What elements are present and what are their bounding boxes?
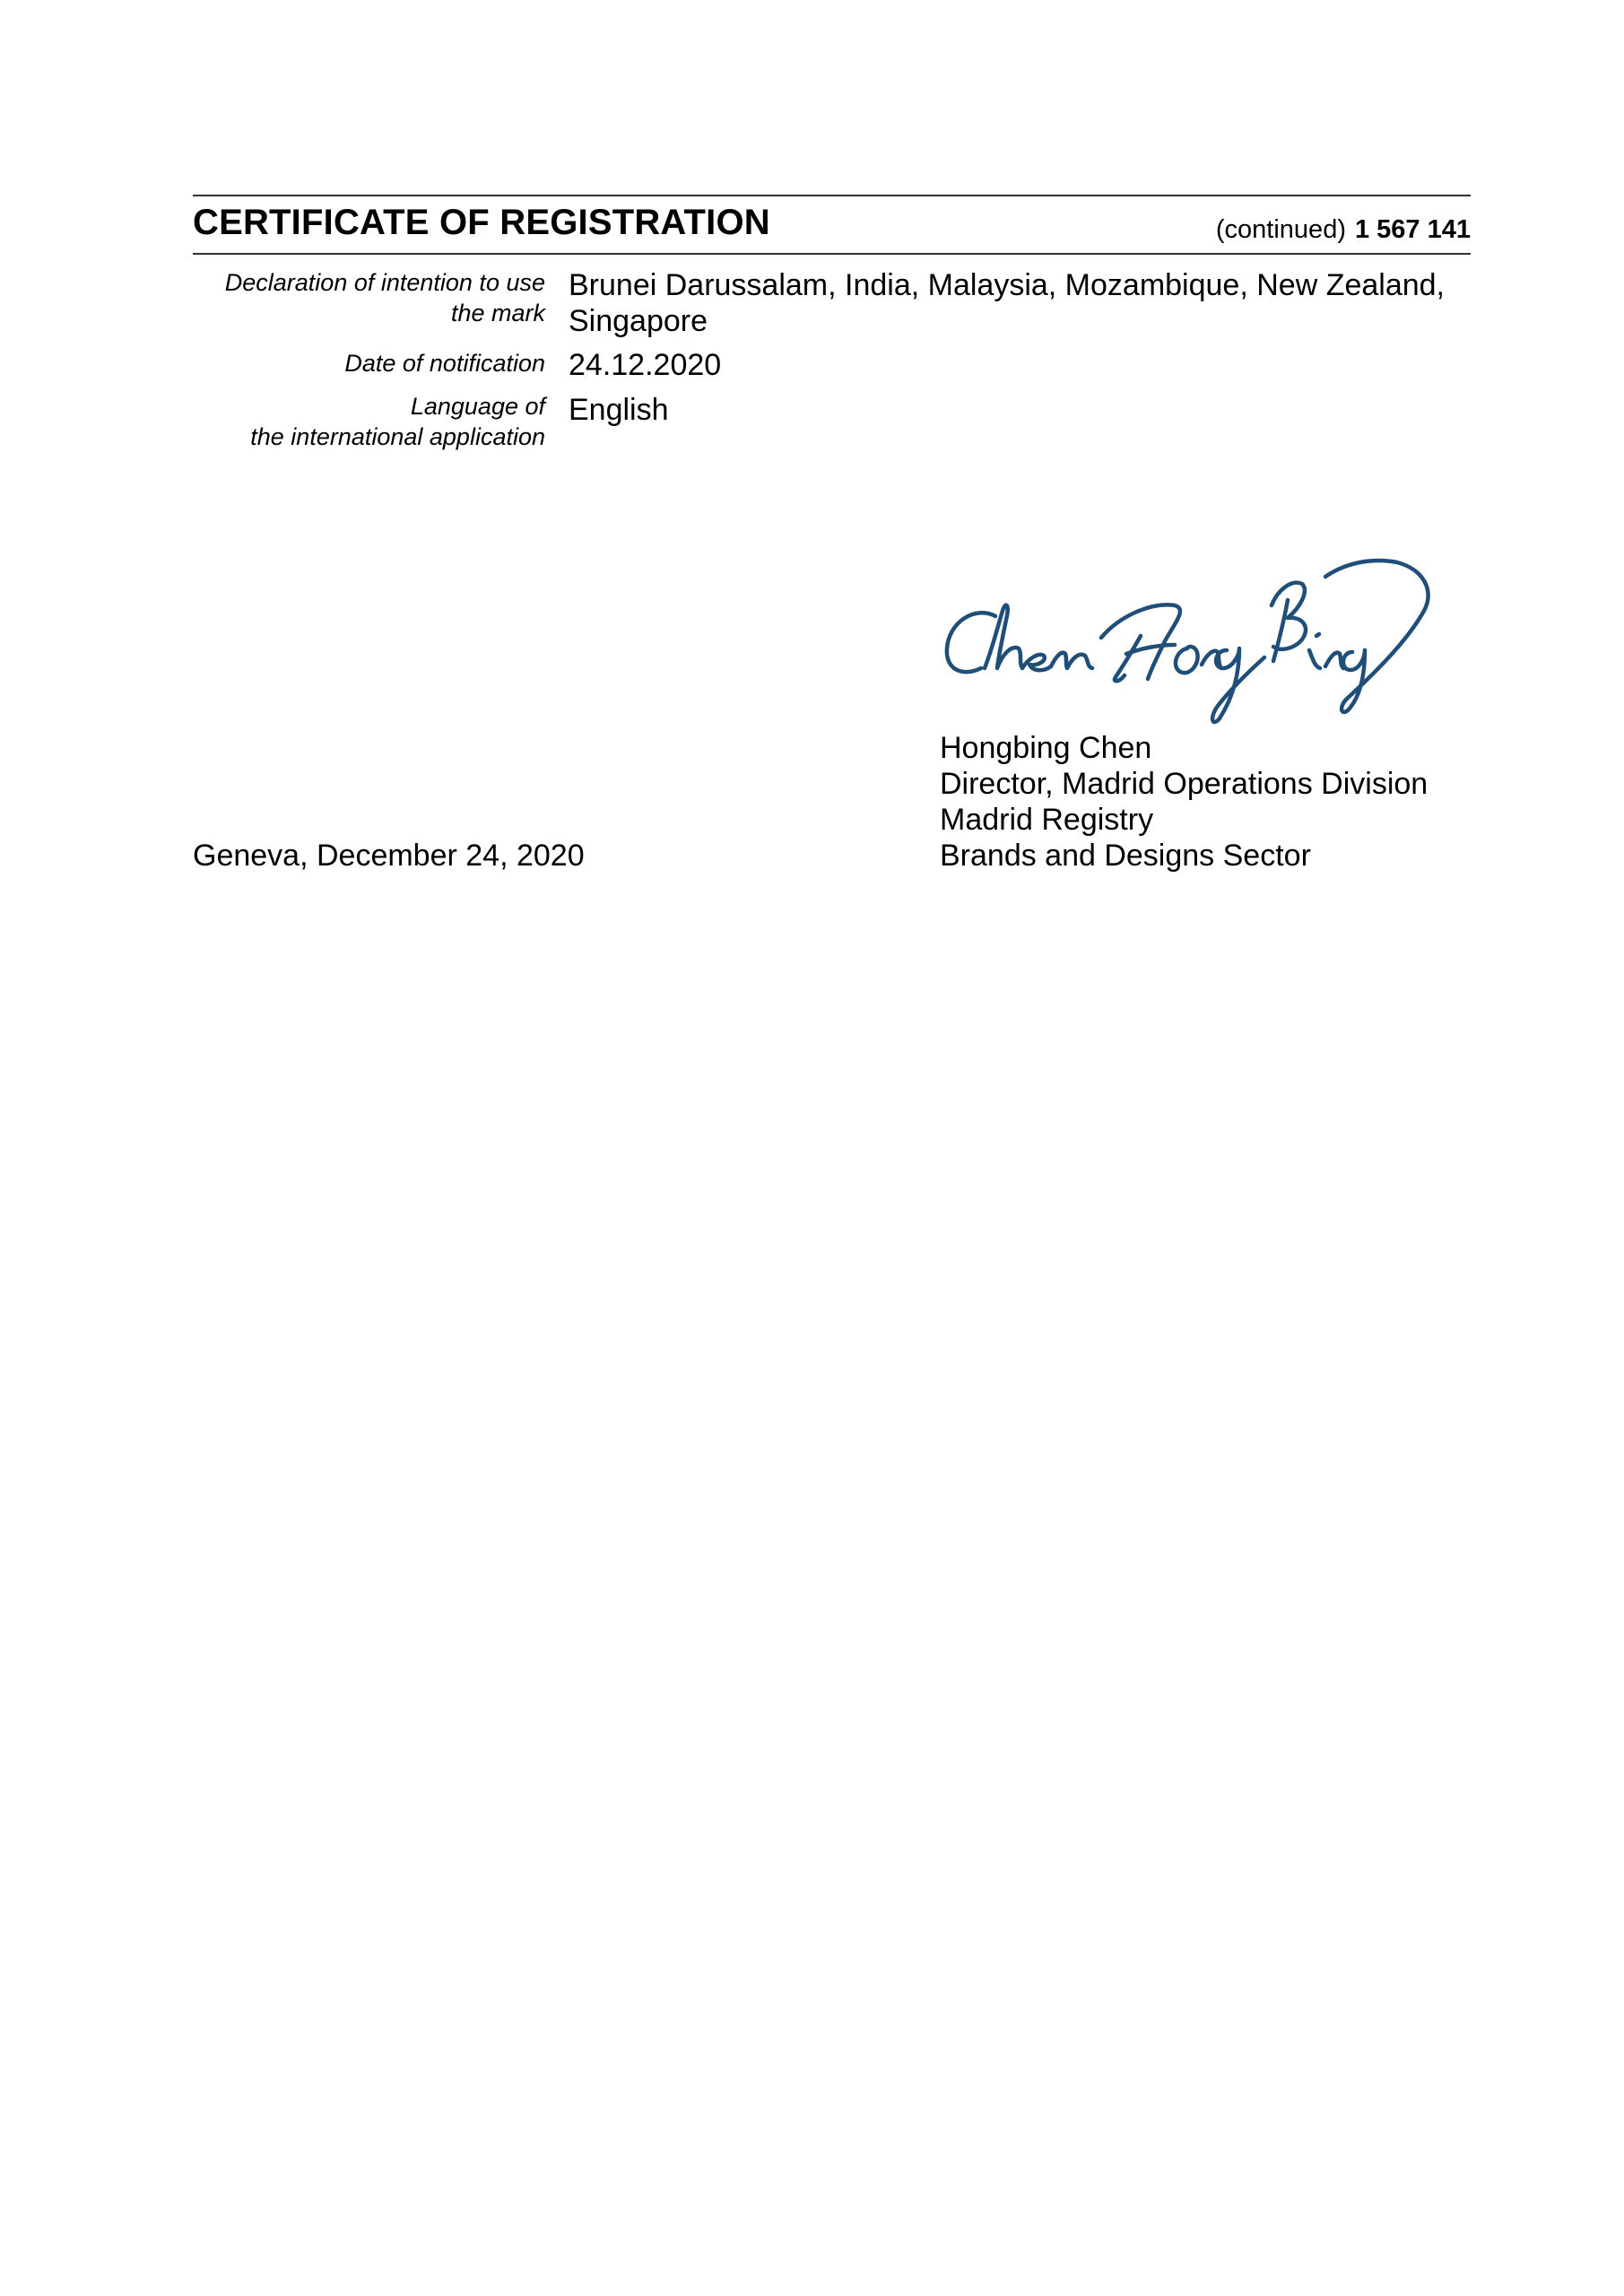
field-label-language: Language of the international application	[250, 393, 545, 450]
page-title: CERTIFICATE OF REGISTRATION	[193, 203, 770, 242]
signatory-name: Hongbing Chen	[940, 731, 1152, 765]
registration-number: 1 567 141	[1354, 215, 1471, 244]
field-value-language: English	[569, 393, 669, 427]
handwritten-signature	[940, 543, 1442, 731]
field-label-date-of-notification: Date of notification	[344, 350, 545, 377]
header-bottom-rule	[193, 253, 1471, 255]
signatory-title: Director, Madrid Operations Division	[940, 767, 1429, 801]
place-and-date: Geneva, December 24, 2020	[193, 839, 585, 873]
field-label-declaration: Declaration of intention to use the mark	[224, 269, 545, 326]
field-value-date-of-notification: 24.12.2020	[569, 348, 722, 382]
signatory-block	[940, 730, 1428, 874]
header-top-rule	[193, 195, 1471, 196]
field-value-declaration: Brunei Darussalam, India, Malaysia, Mozambique, New Zealand, Singapore	[569, 268, 1446, 338]
continued-registration-number	[1216, 215, 1471, 245]
signatory-sector: Brands and Designs Sector	[940, 839, 1311, 873]
signatory-department: Madrid Registry	[940, 803, 1154, 837]
continued-label: (continued)	[1215, 215, 1346, 244]
